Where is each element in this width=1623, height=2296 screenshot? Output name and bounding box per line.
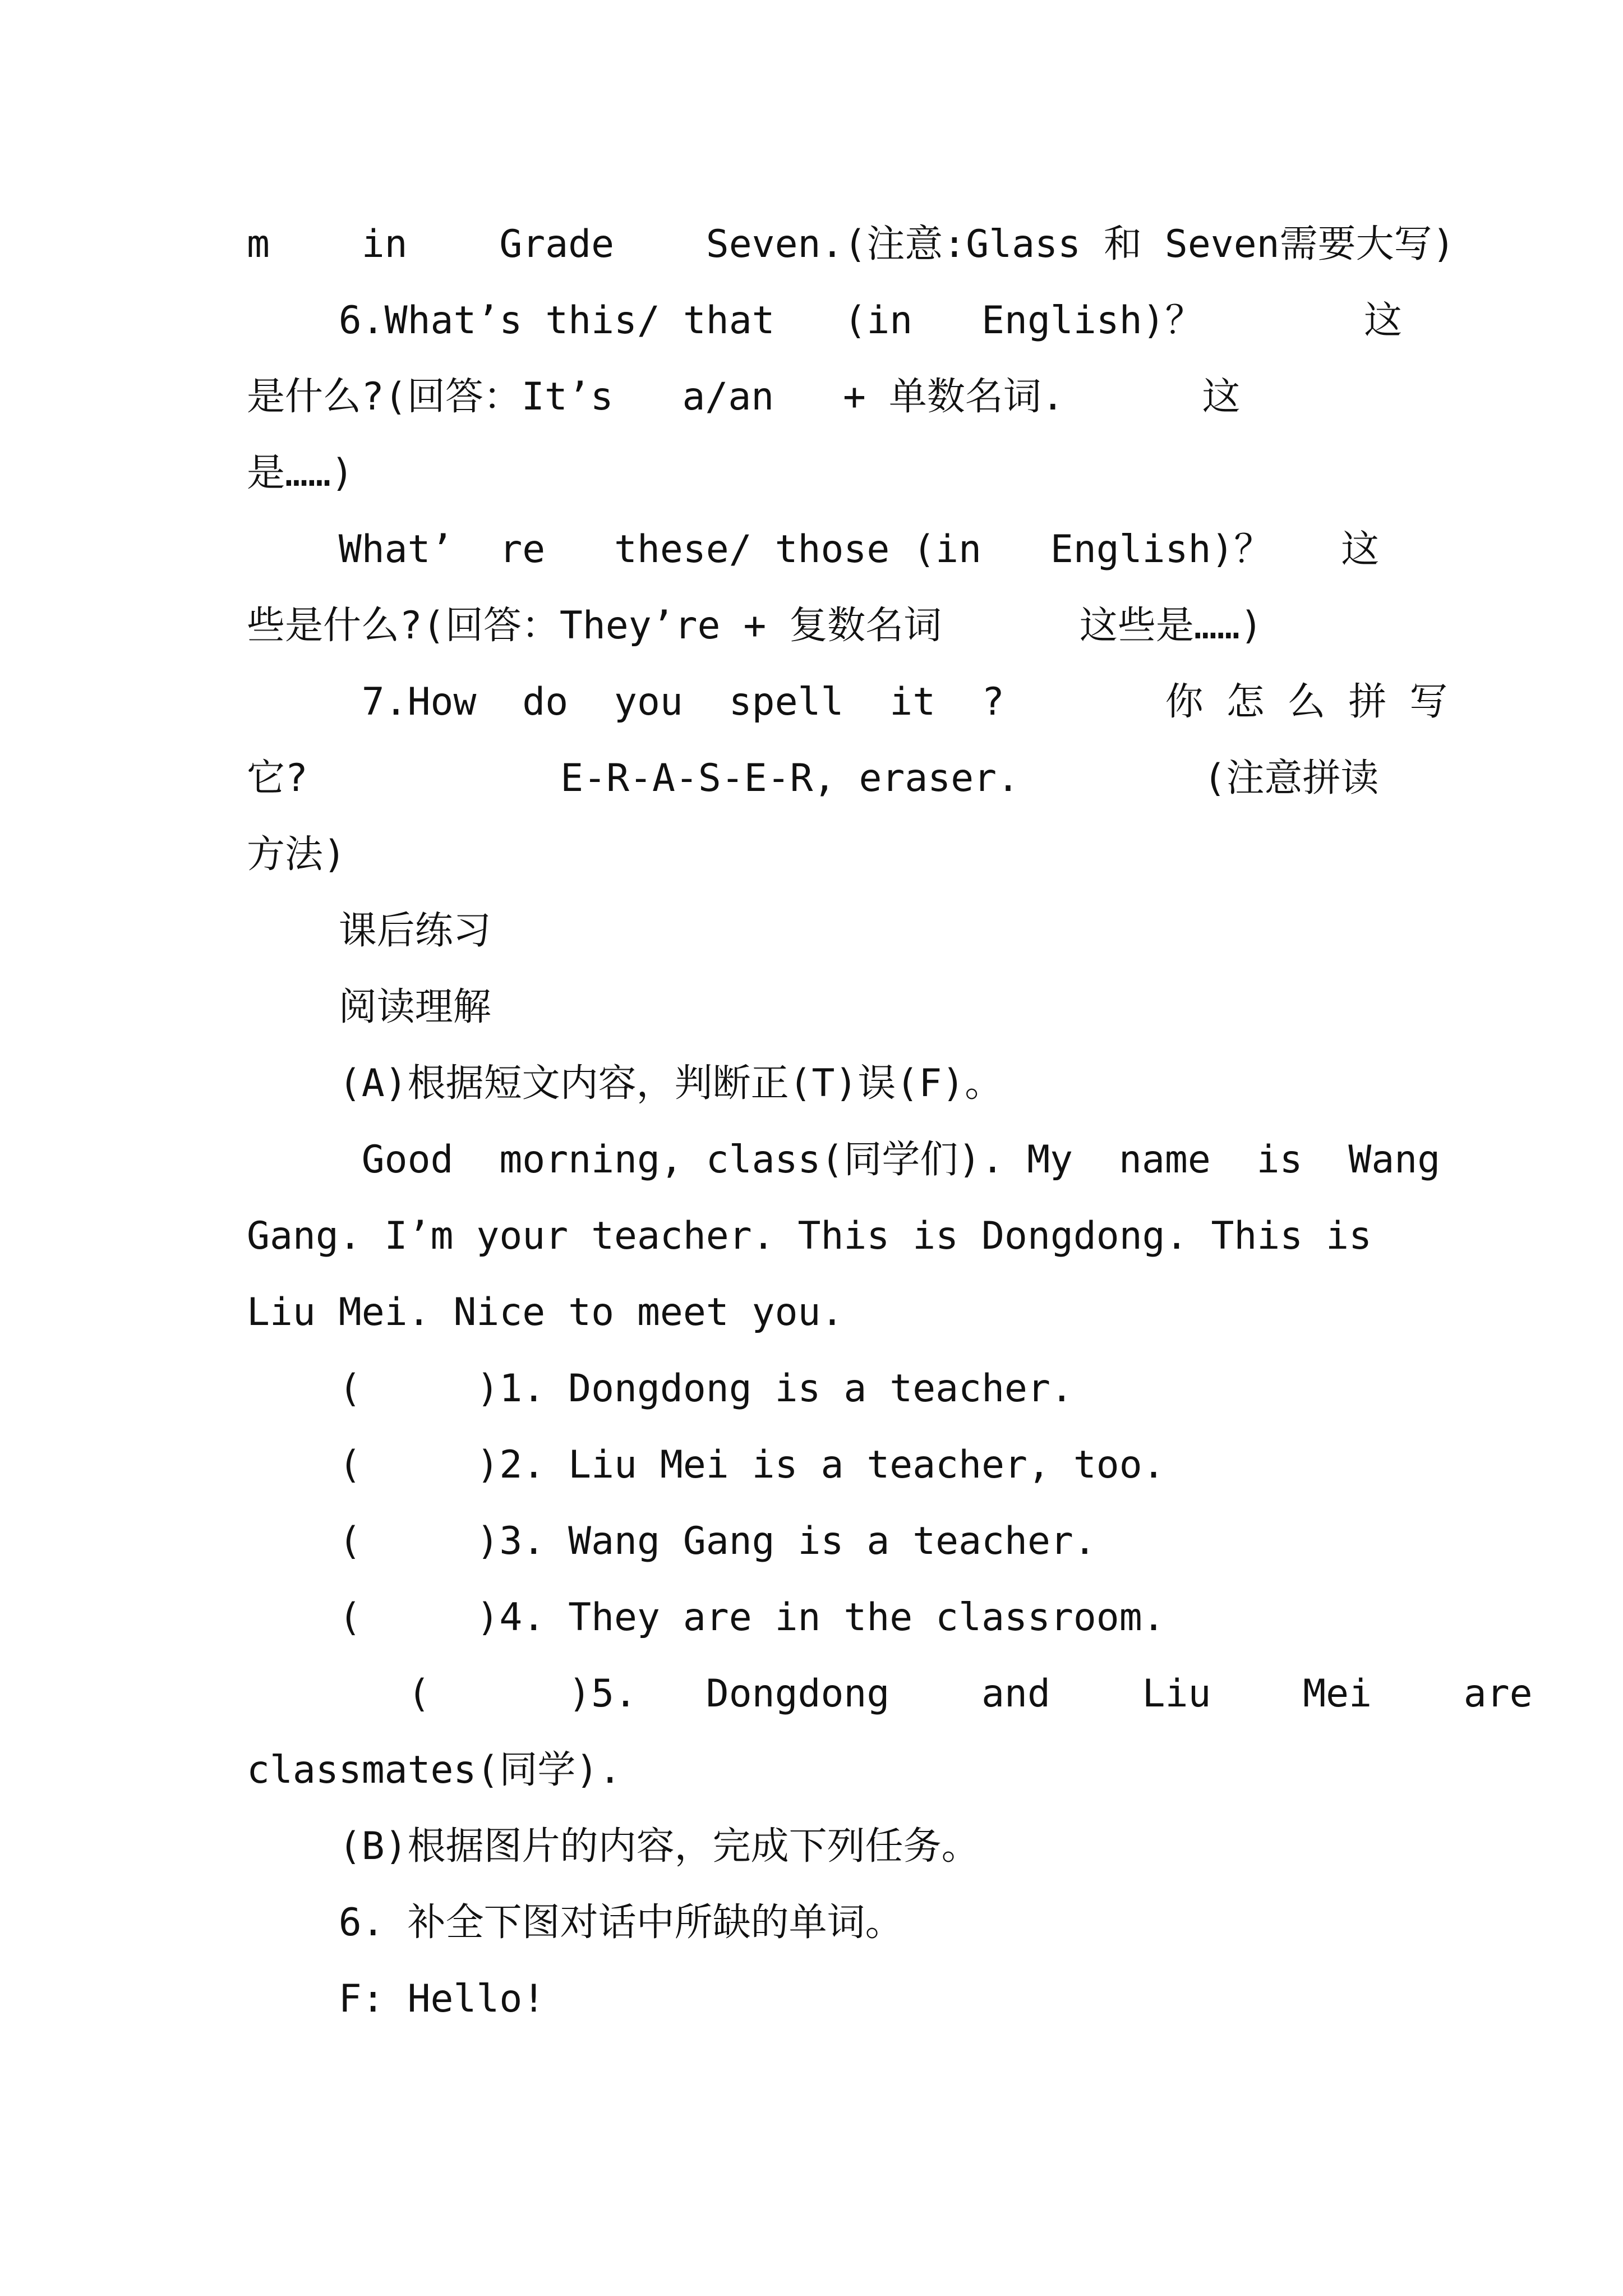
section-heading-reading: 阅读理解	[247, 985, 491, 1029]
instruction-part-a: (A)根据短文内容，判断正(T)误(F)。	[247, 1061, 1003, 1106]
text-line-3: 是什么?(回答：It’s a/an + 单数名词. 这	[247, 375, 1241, 419]
question-5-continued: classmates(同学).	[247, 1748, 622, 1792]
text-line-2: 6.What’s this/ that (in English)？ 这	[247, 298, 1403, 343]
task-6-instruction: 6. 补全下图对话中所缺的单词。	[247, 1901, 903, 1945]
passage-line-2: Gang. I’m your teacher. This is Dongdong. This is	[247, 1214, 1372, 1258]
instruction-part-b: (B)根据图片的内容，完成下列任务。	[247, 1824, 980, 1869]
text-line-8: 它? E-R-A-S-E-R, eraser. (注意拼读	[247, 756, 1379, 800]
dialogue-line-1: F: Hello!	[247, 1977, 546, 2021]
question-5: ( )5. Dongdong and Liu Mei are	[247, 1672, 1533, 1716]
passage-line-3: Liu Mei. Nice to meet you.	[247, 1290, 844, 1335]
text-line-9: 方法)	[247, 832, 346, 877]
passage-line-1: Good morning, class(同学们). My name is Wang	[247, 1138, 1441, 1182]
question-1: ( )1. Dongdong is a teacher.	[247, 1366, 1073, 1411]
text-line-7: 7.How do you spell it ? 你 怎 么 拼 写	[247, 680, 1448, 724]
question-3: ( )3. Wang Gang is a teacher.	[247, 1519, 1096, 1563]
text-line-6: 些是什么?(回答：They’re + 复数名词 这些是……)	[247, 604, 1263, 648]
text-line-1: m in Grade Seven.(注意:Glass 和 Seven需要大写)	[247, 222, 1455, 266]
question-2: ( )2. Liu Mei is a teacher, too.	[247, 1443, 1165, 1487]
section-heading-homework: 课后练习	[247, 909, 491, 953]
text-line-5: What’ re these/ those (in English)？ 这	[247, 527, 1380, 572]
text-line-4: 是……)	[247, 451, 354, 495]
question-4: ( )4. They are in the classroom.	[247, 1595, 1165, 1640]
